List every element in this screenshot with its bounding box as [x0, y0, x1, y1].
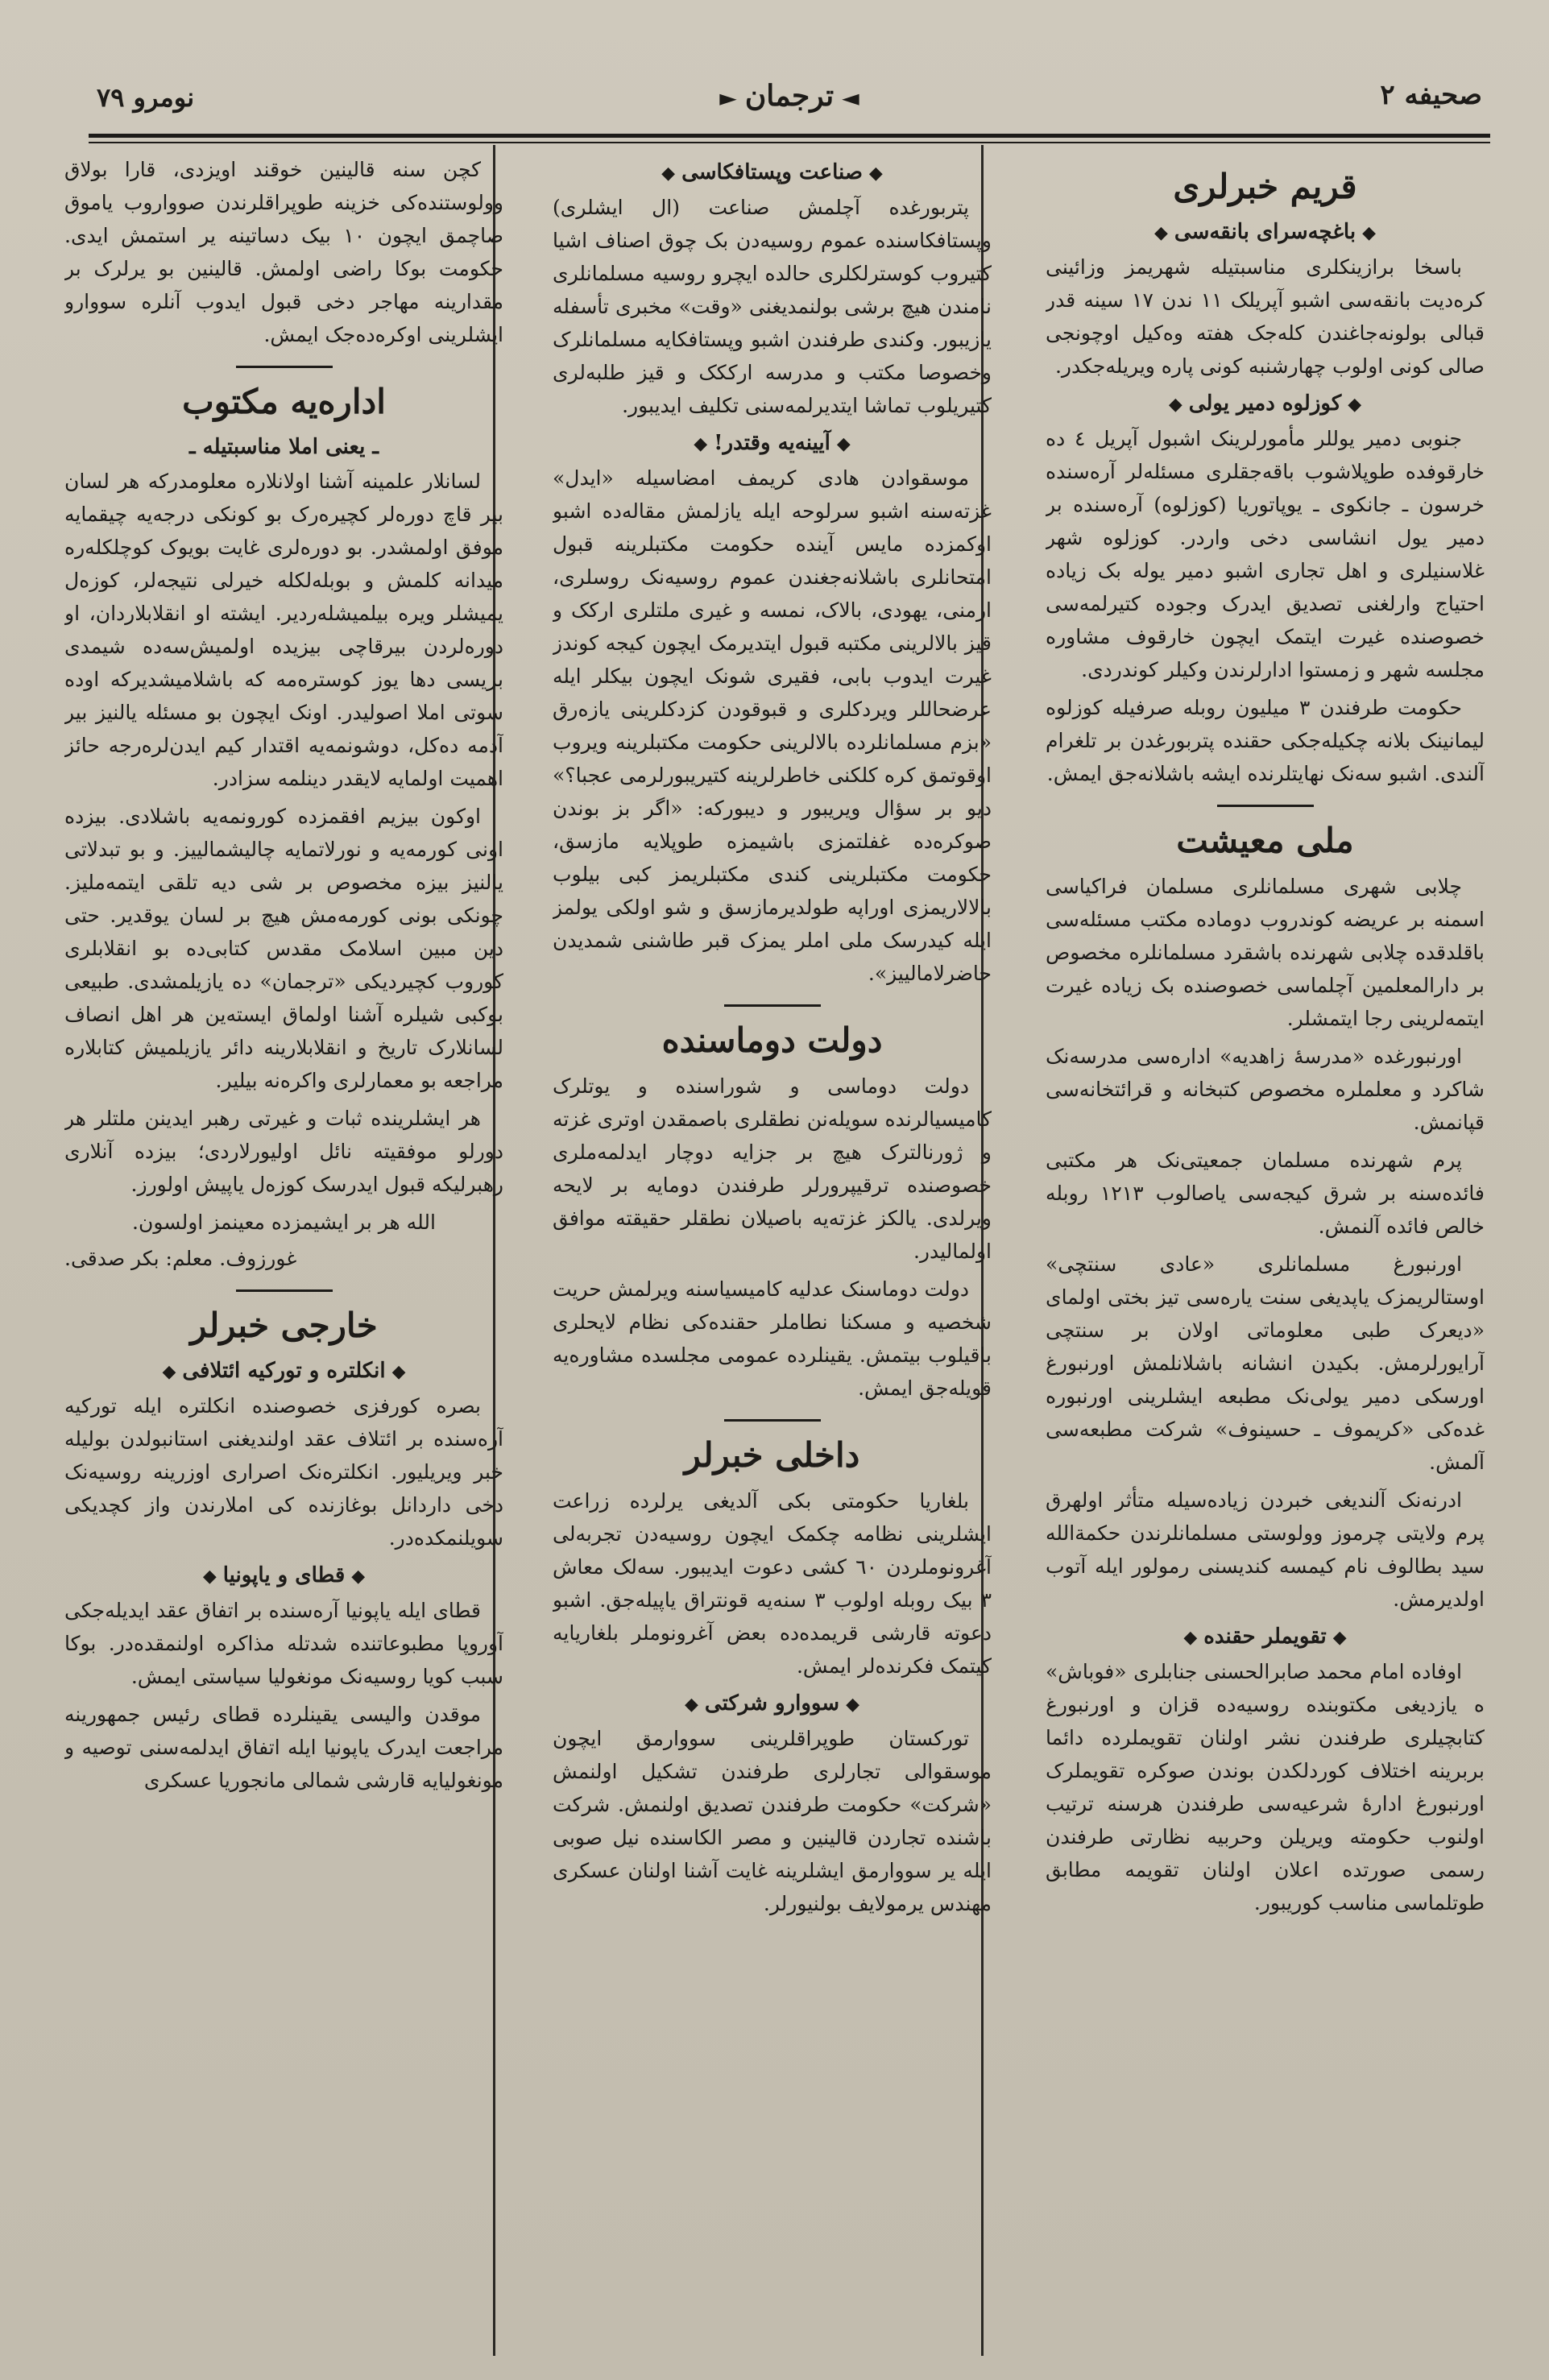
- article-paragraph: دولت دوماسی و شوراسنده و یوتلرک کامیسیالرنده سویله‌نن نطقلری باصمقدن اوتری غزته و ژورنالترک هیچ بر جزایه دوچار ایدلمه‌ملری خصوصنده ترقیپرورلر طرفندن دومایه بر لایحه ویرلدی. یالکز غزته‌یه باصیلان نطقلر حقیقته موافق اولمالیدر.: [553, 1074, 992, 1263]
- article-paragraph: پرم شهرنده مسلمان جمعیتی‌نک هر مکتبی فائده‌سنه بر شرق کیجه‌سی یاصالوب ۱۲۱۳ روبله خالص فائده آلنمش.: [1046, 1149, 1485, 1238]
- article-title: ◆قطای و یاپونیا◆: [202, 1563, 366, 1587]
- article-paragraph: اوفاده امام محمد صابرالحسنی جنابلری «فوباش» ه یازدیغی مکتوبنده روسیه‌ده قزان و اورنبورغ کتابچیلری طرفندن نشر اولنان تقویملرده دائما بربرینه اختلاف کوردلکدن بوندن صوکره تقویملرک اورنبورغ ادارهٔ شرعیه‌سی طرفندن هرسنه ترتیب اولنوب حکومته ویریلن وحربیه نظارتی طرفندن رسمی صورتده اعلان اولنان تقویمه مطابق طوتلماسی مناسب کوریبور.: [1046, 1660, 1485, 1914]
- diamond-icon: ◆: [162, 1361, 176, 1382]
- diamond-icon: ◆: [1168, 394, 1182, 415]
- article-title: ◆انکلتره و تورکیه ائتلافی◆: [162, 1359, 406, 1383]
- diamond-icon: ◆: [1153, 222, 1168, 243]
- article-paragraph: کچن سنه قالینین خوقند اویزدی، قارا بولاق وولوستنده‌کی خزینه طوپراقلرندن صوواروب یاموق صاچمق ایچون ١٠ بیک دساتینه یر استمش ایدی. حکومت بوکا راضی اولمش. قالینین بو یرلرک بر مقدارینه مهاجر دخی قبول ایدوب آنلره سووارو ایشلرینی اوکره‌ده‌جک ایمش.: [64, 158, 503, 346]
- ornament-right-icon: ►: [719, 85, 737, 111]
- article-paragraph: بصره کورفزی خصوصنده انکلتره ایله تورکیه آره‌سنده بر ائتلاف عقد اولندیغنی استانبولدن بولیله خبر ویریلیور. انکلتره‌نک اصراری اوزرینه روسیه‌نک دخی داردانل بوغازنده کی املارندن واز کچدیکی سویلنمکده‌در.: [64, 1394, 503, 1550]
- column-middle: [553, 153, 992, 2344]
- separator-rule: [236, 1289, 333, 1292]
- article-title: ◆صناعت وپستافکاسی◆: [661, 160, 883, 184]
- letter-subtitle: ـ یعنی املا مناسبتیله ـ: [189, 435, 379, 459]
- diamond-icon: ◆: [391, 1361, 406, 1382]
- diamond-icon: ◆: [202, 1566, 217, 1587]
- article-title: ◆آیینه‌یه وقتدر!◆: [694, 431, 851, 455]
- section-heading-crimea-news: قریم خبرلری: [1173, 167, 1357, 206]
- separator-rule: [724, 1004, 821, 1007]
- section-heading-foreign-news: خارجی خبرلر: [190, 1306, 378, 1345]
- article-paragraph: تورکستان طوپراقلرینی سووارمق ایچون موسقوالی تجارلری طرفندن تشکیل اولنمش «شرکت» حکومت طرفندن تصدیق اولنمش. شرکت باشنده تجاردن قالینین و مصر الکاسنده نیل صوبی ایله یر سووارمق ایشلرینه غایت آشنا اولنان عسکری مهندس یرمولایف بولنیورلر.: [553, 1727, 992, 1915]
- page-label: صحیفه ۲: [1380, 79, 1482, 111]
- diamond-icon: ◆: [1348, 394, 1362, 415]
- diamond-icon: ◆: [1183, 1627, 1198, 1648]
- issue-number: نومرو ۷۹: [97, 82, 195, 113]
- article-paragraph: هر ایشلرینده ثبات و غیرتی رهبر ایدینن ملتلر هر دورلو موفقیته نائل اولیورلاردی؛ بیزده آنلاری رهبرلیکه قبول ایدرسک کوزه‌ل یاپیش اولورز.: [64, 1107, 503, 1196]
- column-left: [64, 153, 503, 2344]
- article-paragraph: ادرنه‌نک آلندیغی خبردن زیاده‌سیله متأثر اولهرق پرم ولایتی چرموز وولوستی مسلمانلرندن حکمةالله سید بطالوف نام کیمسه کندیسنی رمولور ایله آتوب اولدیرمش.: [1046, 1488, 1485, 1611]
- column-right: [1046, 153, 1485, 2344]
- diamond-icon: ◆: [694, 433, 708, 454]
- article-paragraph: باسخا برازینکلری مناسبتیله شهریمز وزائینی کره‌دیت بانقه‌سی اشبو آپریلک ۱۱ ندن ۱۷ سینه قدر قبالی بولونه‌جاغندن کله‌جک هفته وه‌کیل اوچونجی ‌صالی کونی اولوب چهارشنبه کونی پاره ویریله‌جکدر.: [1046, 255, 1485, 378]
- separator-rule: [1217, 805, 1314, 807]
- article-paragraph: لسانلار علمینه آشنا اولانلاره معلومدرکه هر لسان بیر قاچ دوره‌لر کچیره‌رک بو کونکی درجه‌یه چیقمایه موفق اولمشدر. بو دوره‌لری غایت بویوک کوچلکله‌ره میدانه کلمش و بوبله‌لکله خیرلی نتیجه‌لر، کوزه‌ل یمیشلر ویره بیلمیشله‌ردیر. ایشته او انقلابلاردان، او دوره‌لردن بیرقاچی بیزیده اولمیش‌سه‌ده شیمدی بریسی دها یوز کوستره‌مه که باشلامیشدیرکه اوده سوتی املا اصولیدر. اونک ایچون بو مسئله یالنیز بیر آدمه ده‌کل، دوشونمه‌یه اقتدار کیم ایدن‌لره‌رجه حائز اهمیت اولمایه لایقدر دینلمه سزادر.: [64, 470, 503, 790]
- section-heading-domestic-news: داخلی خبرلر: [684, 1435, 860, 1475]
- article-paragraph: جنوبی دمیر یوللر مأمورلرینک اشبول آپریل ٤ ده خارقوفده طوپلاشوب باقه‌جقلری مسئله‌لر آره‌سنده خرسون ـ جانکوی ـ یوپاتوریا (کوزلوه) آره‌سنده بر دمیر یول انشاسی دخی واردر. کوزلوه شهر غلاسنیلری و اهل تجاری اشبو دمیر یوله بک زیاده احتیاج وارلغنی تصدیق ایدرک وجوده کتیرلمه‌سی خصوصنده غیرت ایتمک ایچون خارقوف مشاوره مجلسه شهر و زمستوا ادارلرندن وکیلر کوندردی.: [1046, 427, 1485, 681]
- diamond-icon: ◆: [684, 1694, 698, 1715]
- article-paragraph: اورنبورغ مسلمانلری «عادی سنتچی» اوستالریمزک یاپدیغی سنت یاره‌سی تیز بختی اولمای «دیعرک طبی معلوماتی اولان بر سنتچی آرایورلرمش. بکیدن انشانه باشلانلمش اورنبورغ اورسکی دمیر یولی‌نک مطبعه ایشلرینی اورنبوره غده‌کی «کریموف ـ حسینوف» شرکت مطبعه‌سی آلمش.: [1046, 1252, 1485, 1474]
- article-paragraph: اورنبورغده «مدرسهٔ زاهدیه» اداره‌سی مدرسه‌نک شاکرد و معلملره مخصوص کتبخانه و قرائتخانه‌سی قپانمش.: [1046, 1045, 1485, 1134]
- article-paragraph: موقدن والیسی یقینلرده قطای رئیس جمهورینه مراجعت ایدرک یاپونیا ایله اتفاق ایدلمه‌سنی توصیه و مونغولیایه قارشی شمالی مانجوریا عسکری: [64, 1703, 503, 1792]
- letter-signature: غورزوف. معلم: بکر صدقی.: [64, 1247, 297, 1270]
- article-paragraph: چلابی شهری مسلمانلری مسلمان فراکیاسی اسمنه بر عریضه کوندروب دوماده مکتب مسئله‌سی باقلدقده چلابی شهرنده باشقرد مسلمانلره مخصوص بر دارالمعلمین آچلماسی خصوصنده بک زیاده غیرت ایتمه‌لرینی رجا ایتمشلر.: [1046, 875, 1485, 1030]
- section-heading-letter: اداره‌یه مکتوب: [182, 382, 386, 421]
- article-paragraph: بلغاریا حکومتی بکی آلدیغی یرلرده زراعت ایشلرینی نظامه چکمک ایچون روسیه‌دن تجربه‌لی آغرونوملردن ٦٠ کشی دعوت ایدیبور. سه‌لک معاش ۳ بیک روبله اولوب ۳ سنه‌یه قونتراق یاپیله‌جق. اشبو دعوته قارشی قریمده‌ده بعض آغرونوملر بلغاریایه کیتمک فکرنده‌لر ایمش.: [553, 1489, 992, 1678]
- article-paragraph: اوکون بیزیم افقمزده کورونمه‌یه باشلادی. بیزده اونی کورمه‌یه و نورلاتمایه چالیشمالییز. و بو تبدلاتی یالنیز بیزه مخصوص بر شی دیه تلقی ایتمه‌ملیز. چونکی بونی کورمه‌مش هیچ بر لسان یوقدیر. حتی دین مبین اسلامک مقدس کتابی‌ده بو انقلابلری کوروب کچیردیکی «ترجمان» ده یازیلمشدی. طبیعی بوکبی شیلره آشنا اولماق ایسته‌ین هر اهل انصاف لسانلارک تاریخ و انقلابلارینه دائر یازیلمیش کتابلاره مراجعه بو معمارلری واکره‌نه بیلیر.: [64, 805, 503, 1092]
- diamond-icon: ◆: [1332, 1627, 1347, 1648]
- article-title: ◆کوزلوه دمیر یولی◆: [1168, 391, 1362, 416]
- diamond-icon: ◆: [351, 1566, 366, 1587]
- diamond-icon: ◆: [836, 433, 851, 454]
- diamond-icon: ◆: [868, 163, 883, 184]
- header-rule: [89, 134, 1490, 138]
- article-title: ◆تقویملر حقنده◆: [1183, 1625, 1347, 1649]
- article-paragraph: دولت دوماسنک عدلیه کامیسیاسنه ویرلمش حریت شخصیه و مسکنا نطاملر حقنده‌کی نظام لایحلری باقیلوب بیتمش. یقینلرده عمومی مجلسده مشاوره‌یه قویله‌جق ایمش.: [553, 1277, 992, 1400]
- article-paragraph: پتربورغده آچلمش صناعت (ال ایشلری) وپستافکاسنده عموم روسیه‌دن بک چوق اصناف اشیا کتیروب کوسترلکلری حالده ایچرو روسیه مسلمانلری نامندن هیچ برشی بولنمدیغنی «وقت» مخبری تأسفله یازیبور. وکندی طرفندن اشبو وپستافکایه مسلمانلرک وخصوصا مکتب و مدرسه ارککک و قیز طلبه‌لری کتیریلوب تماشا ایتدیرلمه‌سنی تکلیف ایدیبور.: [553, 196, 992, 417]
- article-paragraph: قطای ایله یاپونیا آره‌سنده بر اتفاق عقد ایدیله‌جکی آوروپا مطبوعاتنده شدتله مذاکره اولنمقده‌در. بوکا سبب کویا روسیه‌نک مونغولیا سیاستی ایمش.: [64, 1599, 503, 1688]
- page-header: [89, 71, 1490, 143]
- newspaper-title-text: ترجمان: [744, 79, 835, 113]
- closing-prayer: الله هر بر ایشیمزده معینمز اولسون.: [132, 1211, 436, 1234]
- section-heading-national-life: ملی معیشت: [1176, 821, 1354, 860]
- diamond-icon: ◆: [1362, 222, 1377, 243]
- article-title: ◆سووارو شرکتی◆: [684, 1691, 860, 1716]
- article-title: ◆باغچه‌سرای بانقه‌سی◆: [1153, 220, 1377, 244]
- article-paragraph: موسقوادن هادی کریمف امضاسیله «اید‌ل» غزته‌سنه اشبو سرلوحه ایله یازلمش مقاله‌ده اشبو اوکمزده مایس آینده حکومت مکتبلرینه قبول امتحانلری باشلانه‌جغندن عموم روسیه‌نک روسلری، ارمنی، یهودی، بالاک، نمسه و غیری ملتلری ارکک و قیز بالالرینی مکتبه قبول ایتدیرمک ایچون کیجه کوندز غیرت ایدوب بابی، فقیری شونک ایچون بیکلر ایله عرضحاللر ویردکلری و قبوقودن کزدکلرینی یازه‌رق «بزم مسلمانلرده بالالرینی حکومت مکتبلرینه ویروب اوقوتمق کره کلکنی خاطرلرینه کتیریبورلرمی عجبا؟» دیو بر سؤال ویریبور و دیبورکه: «اگر بز بوندن صوکره‌ده غفلتمزی باشیمزه طوپلایه مازسق، حکومت مکتبلرینی کندی مکتبلریمز کبی بیلوب بالالاریمزی اوراپه طولدیرمازسق و شو اولکی یولمز ایله کیدرسک ملی املر یمزک قبر طاشنی شمدیدن حاضرلاماليیز».: [553, 466, 992, 985]
- section-heading-state-duma: دولت دوماسنده: [661, 1020, 883, 1060]
- diamond-icon: ◆: [661, 163, 676, 184]
- ornament-left-icon: ◄: [842, 85, 859, 111]
- diamond-icon: ◆: [846, 1694, 860, 1715]
- separator-rule: [724, 1419, 821, 1422]
- article-paragraph: حکومت طرفندن ۳ میلیون روبله صرفیله کوزلوه لیمانینک بلانه چکیله‌جکی حقنده پتربورغدن بر تلغرام آلندی. اشبو سه‌نک نهایتلرنده ایشه باشلانه‌جق ایمش.: [1046, 696, 1485, 785]
- newspaper-title: [89, 79, 1490, 113]
- separator-rule: [236, 366, 333, 368]
- header-rule-thin: [89, 142, 1490, 143]
